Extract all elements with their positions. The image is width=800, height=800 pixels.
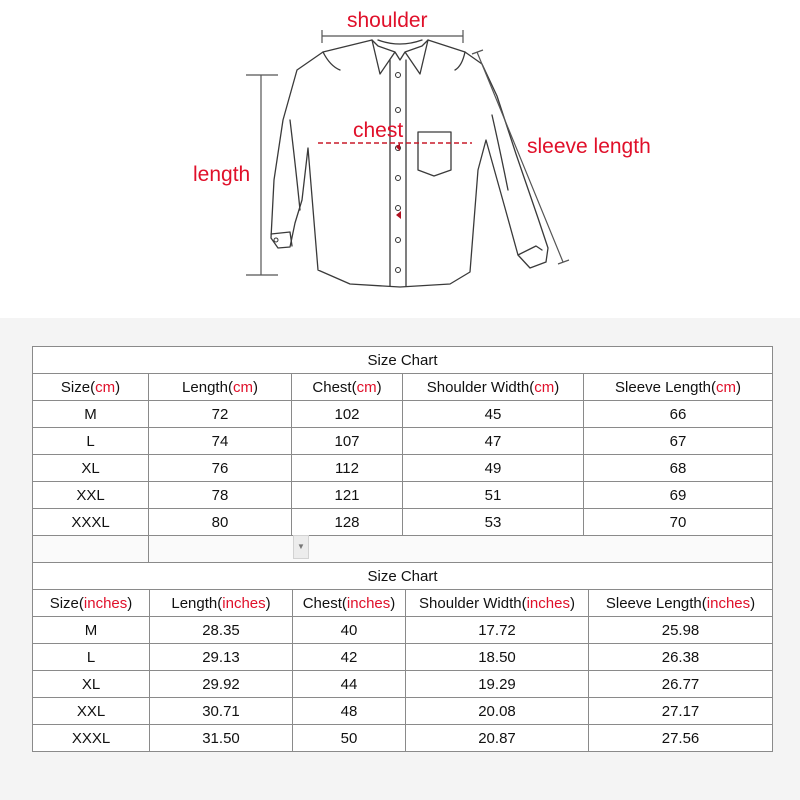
cell-shoulder-width: 20.08 (406, 698, 589, 725)
cell-sleeve-length: 25.98 (589, 617, 773, 644)
header-length: Length(inches) (150, 590, 293, 617)
cell-size: L (33, 428, 149, 455)
header-size: Size(cm) (33, 374, 149, 401)
empty-spacer-row (33, 536, 773, 563)
cell-shoulder-width: 18.50 (406, 644, 589, 671)
cell-sleeve-length: 70 (584, 509, 773, 536)
table-header-row (33, 590, 773, 617)
table-row (33, 428, 773, 455)
cell-shoulder-width: 17.72 (406, 617, 589, 644)
table-row (33, 698, 773, 725)
cell-size: XL (33, 671, 150, 698)
cell-length: 74 (149, 428, 292, 455)
cell-chest: 112 (292, 455, 403, 482)
table-row (33, 509, 773, 536)
cell-size: L (33, 644, 150, 671)
cell-length: 29.92 (150, 671, 293, 698)
cell-sleeve-length: 69 (584, 482, 773, 509)
cell-chest: 102 (292, 401, 403, 428)
cell-sleeve-length: 27.56 (589, 725, 773, 752)
shirt-measurement-diagram (0, 0, 800, 318)
empty-cell (149, 536, 773, 563)
cell-length: 78 (149, 482, 292, 509)
table-row (33, 671, 773, 698)
cell-chest: 128 (292, 509, 403, 536)
size-chart-title-cm: Size Chart (33, 347, 773, 374)
cell-shoulder-width: 19.29 (406, 671, 589, 698)
table-row (33, 725, 773, 752)
table-row (33, 401, 773, 428)
shirt-collar (372, 40, 428, 74)
cell-chest: 42 (293, 644, 406, 671)
empty-cell (33, 536, 149, 563)
length-label: length (193, 163, 251, 186)
chest-label: chest (353, 119, 404, 142)
cell-shoulder-width: 49 (403, 455, 584, 482)
size-chart-inches-table (32, 562, 773, 752)
header-size: Size(inches) (33, 590, 150, 617)
cell-chest: 107 (292, 428, 403, 455)
chevron-down-icon[interactable]: ▼ (293, 535, 309, 559)
table-row (33, 455, 773, 482)
cell-sleeve-length: 27.17 (589, 698, 773, 725)
cell-sleeve-length: 67 (584, 428, 773, 455)
cell-shoulder-width: 20.87 (406, 725, 589, 752)
header-shoulder-width: Shoulder Width(inches) (406, 590, 589, 617)
header-sleeve-length: Sleeve Length(inches) (589, 590, 773, 617)
cell-sleeve-length: 26.38 (589, 644, 773, 671)
table-row (33, 644, 773, 671)
cell-sleeve-length: 68 (584, 455, 773, 482)
table-title-row (33, 347, 773, 374)
cell-size: M (33, 401, 149, 428)
table-row (33, 617, 773, 644)
size-chart-cm-table (32, 346, 773, 563)
cell-shoulder-width: 51 (403, 482, 584, 509)
cell-shoulder-width: 47 (403, 428, 584, 455)
cell-size: XXL (33, 482, 149, 509)
cell-length: 28.35 (150, 617, 293, 644)
cell-length: 80 (149, 509, 292, 536)
cell-size: XXXL (33, 509, 149, 536)
header-shoulder-width: Shoulder Width(cm) (403, 374, 584, 401)
cell-chest: 50 (293, 725, 406, 752)
shirt-pocket (418, 132, 451, 176)
table-title-row (33, 563, 773, 590)
header-length: Length(cm) (149, 374, 292, 401)
table-header-row (33, 374, 773, 401)
table-row (33, 482, 773, 509)
shirt-placket (390, 60, 406, 286)
cell-length: 72 (149, 401, 292, 428)
cell-size: M (33, 617, 150, 644)
cell-length: 29.13 (150, 644, 293, 671)
shirt-body-outline (271, 40, 548, 287)
cell-size: XL (33, 455, 149, 482)
cell-shoulder-width: 53 (403, 509, 584, 536)
shirt-illustration (0, 0, 800, 318)
shirt-cuff-right (518, 246, 542, 255)
cell-size: XXL (33, 698, 150, 725)
header-chest: Chest(cm) (292, 374, 403, 401)
cell-size: XXXL (33, 725, 150, 752)
cell-sleeve-length: 26.77 (589, 671, 773, 698)
size-chart-title-inches: Size Chart (33, 563, 773, 590)
sleeve-length-label: sleeve length (527, 135, 651, 158)
cell-length: 76 (149, 455, 292, 482)
cell-shoulder-width: 45 (403, 401, 584, 428)
length-measure-line (246, 75, 278, 275)
cell-chest: 121 (292, 482, 403, 509)
header-chest: Chest(inches) (293, 590, 406, 617)
cell-chest: 44 (293, 671, 406, 698)
cell-length: 30.71 (150, 698, 293, 725)
cell-length: 31.50 (150, 725, 293, 752)
cell-chest: 48 (293, 698, 406, 725)
cell-chest: 40 (293, 617, 406, 644)
shoulder-label: shoulder (347, 9, 428, 32)
header-sleeve-length: Sleeve Length(cm) (584, 374, 773, 401)
cell-sleeve-length: 66 (584, 401, 773, 428)
